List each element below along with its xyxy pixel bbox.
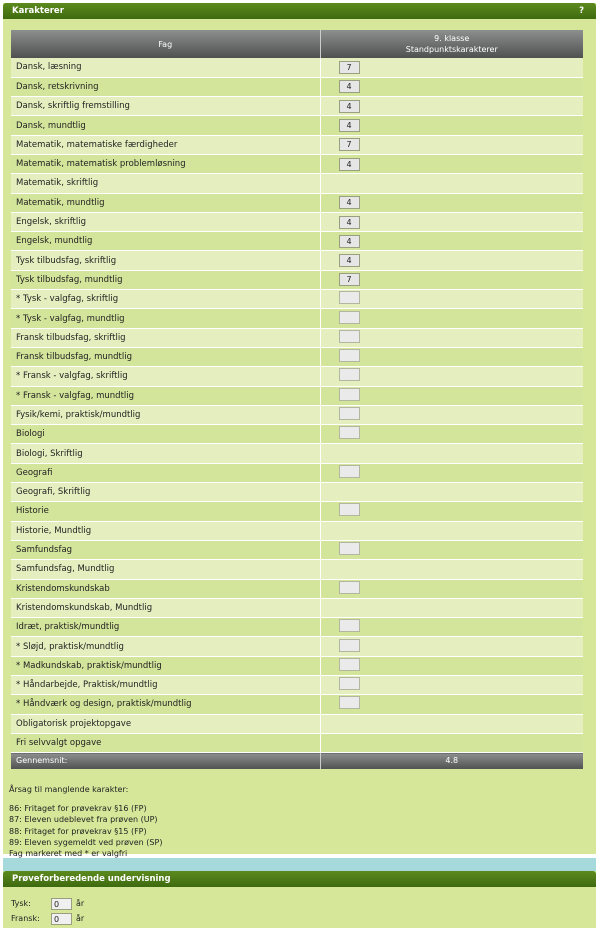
grade-cell [320, 154, 583, 173]
grade-cell [320, 483, 583, 502]
subject-name: * Tysk - valgfag, skriftlig [11, 290, 320, 309]
field-unit-fransk: år [76, 914, 85, 923]
grade-input[interactable] [339, 330, 360, 343]
subject-name: Historie [11, 502, 320, 521]
subject-name: Dansk, læsning [11, 58, 320, 77]
table-row [11, 116, 583, 135]
grade-cell [320, 347, 583, 366]
grades-table [11, 30, 583, 769]
grade-cell [320, 77, 583, 96]
subject-name: Tysk tilbudsfag, skriftlig [11, 251, 320, 270]
table-row [11, 695, 583, 714]
subject-name: * Fransk - valgfag, skriftlig [11, 367, 320, 386]
grade-cell [320, 521, 583, 540]
tysk-years-input[interactable]: 0 [51, 898, 72, 910]
grade-input[interactable] [339, 581, 360, 594]
subject-name: Dansk, mundtlig [11, 116, 320, 135]
table-row [11, 656, 583, 675]
grade-input[interactable] [339, 503, 360, 516]
subject-name: Fransk tilbudsfag, skriftlig [11, 328, 320, 347]
table-row [11, 425, 583, 444]
table-row [11, 367, 583, 386]
table-row [11, 154, 583, 173]
field-row-fransk [11, 912, 84, 925]
grade-input[interactable] [339, 619, 360, 632]
grade-cell [320, 598, 583, 617]
table-row [11, 328, 583, 347]
table-row [11, 270, 583, 289]
table-row [11, 483, 583, 502]
grade-input[interactable]: 4 [339, 80, 360, 93]
grade-cell [320, 502, 583, 521]
subject-name: Obligatorisk projektopgave [11, 714, 320, 733]
notes-heading: Årsag til manglende karakter: [9, 785, 129, 794]
subject-name: Fri selvvalgt opgave [11, 733, 320, 752]
subject-name: Dansk, retskrivning [11, 77, 320, 96]
table-row [11, 251, 583, 270]
table-row [11, 463, 583, 482]
subject-name: Tysk tilbudsfag, mundtlig [11, 270, 320, 289]
table-row [11, 174, 583, 193]
column-header-subject: Fag [11, 30, 320, 58]
grade-input[interactable]: 4 [339, 235, 360, 248]
grade-cell [320, 58, 583, 77]
exam-prep-panel-title: Prøveforberedende undervisning [12, 874, 171, 884]
table-row [11, 733, 583, 752]
grades-panel-header [3, 3, 596, 19]
table-row [11, 290, 583, 309]
grade-cell [320, 733, 583, 752]
grade-cell [320, 97, 583, 116]
exam-prep-panel-header [3, 871, 596, 887]
subject-name: Geografi, Skriftlig [11, 483, 320, 502]
exam-prep-panel [3, 871, 596, 928]
table-row [11, 502, 583, 521]
grade-cell [320, 444, 583, 463]
subject-name: Kristendomskundskab, Mundtlig [11, 598, 320, 617]
subject-name: Engelsk, skriftlig [11, 212, 320, 231]
grade-input[interactable] [339, 696, 360, 709]
grade-input[interactable] [339, 368, 360, 381]
subject-name: Matematik, matematisk problemløsning [11, 154, 320, 173]
grade-cell [320, 232, 583, 251]
table-row [11, 232, 583, 251]
grades-table-body [11, 58, 583, 753]
field-label-fransk: Fransk: [11, 914, 40, 923]
note-line: 89: Eleven sygemeldt ved prøven (SP) [9, 837, 163, 847]
note-line: Fag markeret med * er valgfri [9, 849, 128, 859]
table-row [11, 193, 583, 212]
grade-input[interactable] [339, 388, 360, 401]
grade-input[interactable]: 7 [339, 138, 360, 151]
grade-cell [320, 560, 583, 579]
average-label: Gennemsnit: [11, 753, 320, 769]
table-row [11, 77, 583, 96]
table-row [11, 58, 583, 77]
grade-cell [320, 135, 583, 154]
grade-cell [320, 116, 583, 135]
note-line: 86: Fritaget for prøvekrav §16 (FP) [9, 804, 147, 814]
subject-name: Matematik, matematiske færdigheder [11, 135, 320, 154]
table-row [11, 560, 583, 579]
section-separator [3, 858, 596, 871]
table-row [11, 309, 583, 328]
grade-input[interactable]: 7 [339, 61, 360, 74]
grades-table-header [11, 30, 583, 58]
grade-input[interactable] [339, 639, 360, 652]
help-icon[interactable]: ? [579, 6, 584, 16]
fransk-years-input[interactable]: 0 [51, 913, 72, 925]
grade-input[interactable] [339, 311, 360, 324]
subject-name: * Håndarbejde, Praktisk/mundtlig [11, 676, 320, 695]
grade-input[interactable]: 4 [339, 196, 360, 209]
subject-name: * Madkundskab, praktisk/mundtlig [11, 656, 320, 675]
subject-name: Biologi [11, 425, 320, 444]
note-line: 87: Eleven udeblevet fra prøven (UP) [9, 815, 158, 825]
table-row [11, 347, 583, 366]
subject-name: Samfundsfag, Mundtlig [11, 560, 320, 579]
subject-name: * Tysk - valgfag, mundtlig [11, 309, 320, 328]
grade-cell [320, 618, 583, 637]
grade-cell [320, 212, 583, 231]
grade-input[interactable]: 4 [339, 216, 360, 229]
subject-name: Kristendomskundskab [11, 579, 320, 598]
subject-name: Idræt, praktisk/mundtlig [11, 618, 320, 637]
subject-name: Historie, Mundtlig [11, 521, 320, 540]
table-row [11, 676, 583, 695]
subject-name: Engelsk, mundtlig [11, 232, 320, 251]
subject-name: * Sløjd, praktisk/mundtlig [11, 637, 320, 656]
grade-input[interactable] [339, 658, 360, 671]
table-row [11, 598, 583, 617]
subject-name: Samfundsfag [11, 540, 320, 559]
table-row [11, 135, 583, 154]
grade-cell [320, 174, 583, 193]
field-row-tysk [11, 897, 84, 910]
field-label-tysk: Tysk: [11, 899, 31, 908]
subject-name: Biologi, Skriftlig [11, 444, 320, 463]
grade-cell [320, 405, 583, 424]
average-row [11, 753, 583, 769]
column-header-grade [320, 30, 583, 58]
table-row [11, 637, 583, 656]
grade-cell [320, 328, 583, 347]
table-row [11, 405, 583, 424]
grade-input[interactable] [339, 349, 360, 362]
grade-input[interactable]: 4 [339, 119, 360, 132]
table-row [11, 212, 583, 231]
field-unit-tysk: år [76, 899, 85, 908]
subject-name: Fysik/kemi, praktisk/mundtlig [11, 405, 320, 424]
grade-input[interactable] [339, 465, 360, 478]
grade-cell [320, 367, 583, 386]
grade-input[interactable]: 4 [339, 254, 360, 267]
average-value: 4.8 [320, 753, 583, 769]
grade-cell [320, 309, 583, 328]
grade-input[interactable]: 7 [339, 273, 360, 286]
subject-name: Geografi [11, 463, 320, 482]
grades-panel-title: Karakterer [12, 6, 64, 16]
subject-name: Dansk, skriftlig fremstilling [11, 97, 320, 116]
grade-input[interactable] [339, 407, 360, 420]
table-row [11, 579, 583, 598]
table-row [11, 386, 583, 405]
grade-cell [320, 579, 583, 598]
grade-input[interactable]: 4 [339, 100, 360, 113]
grade-cell [320, 714, 583, 733]
table-row [11, 540, 583, 559]
table-row [11, 618, 583, 637]
table-row [11, 521, 583, 540]
table-row [11, 714, 583, 733]
subject-name: * Håndværk og design, praktisk/mundtlig [11, 695, 320, 714]
table-row [11, 444, 583, 463]
grade-input[interactable] [339, 291, 360, 304]
grade-cell [320, 637, 583, 656]
grade-cell [320, 695, 583, 714]
subject-name: Matematik, skriftlig [11, 174, 320, 193]
grade-cell [320, 290, 583, 309]
table-row [11, 97, 583, 116]
grade-cell [320, 540, 583, 559]
column-header-grade-line2: Standpunktskarakterer [405, 45, 498, 54]
subject-name: Fransk tilbudsfag, mundtlig [11, 347, 320, 366]
grade-cell [320, 463, 583, 482]
grade-cell [320, 425, 583, 444]
grade-cell [320, 251, 583, 270]
note-line: 88: Fritaget for prøvekrav §15 (FP) [9, 826, 147, 836]
grade-input[interactable]: 4 [339, 158, 360, 171]
grade-input[interactable] [339, 677, 360, 690]
grade-cell [320, 193, 583, 212]
missing-grade-notes [9, 784, 162, 859]
grade-cell [320, 270, 583, 289]
grade-cell [320, 656, 583, 675]
grade-cell [320, 386, 583, 405]
column-header-grade-line1: 9. klasse [434, 34, 470, 43]
grade-input[interactable] [339, 426, 360, 439]
subject-name: * Fransk - valgfag, mundtlig [11, 386, 320, 405]
grade-cell [320, 676, 583, 695]
grade-input[interactable] [339, 542, 360, 555]
subject-name: Matematik, mundtlig [11, 193, 320, 212]
